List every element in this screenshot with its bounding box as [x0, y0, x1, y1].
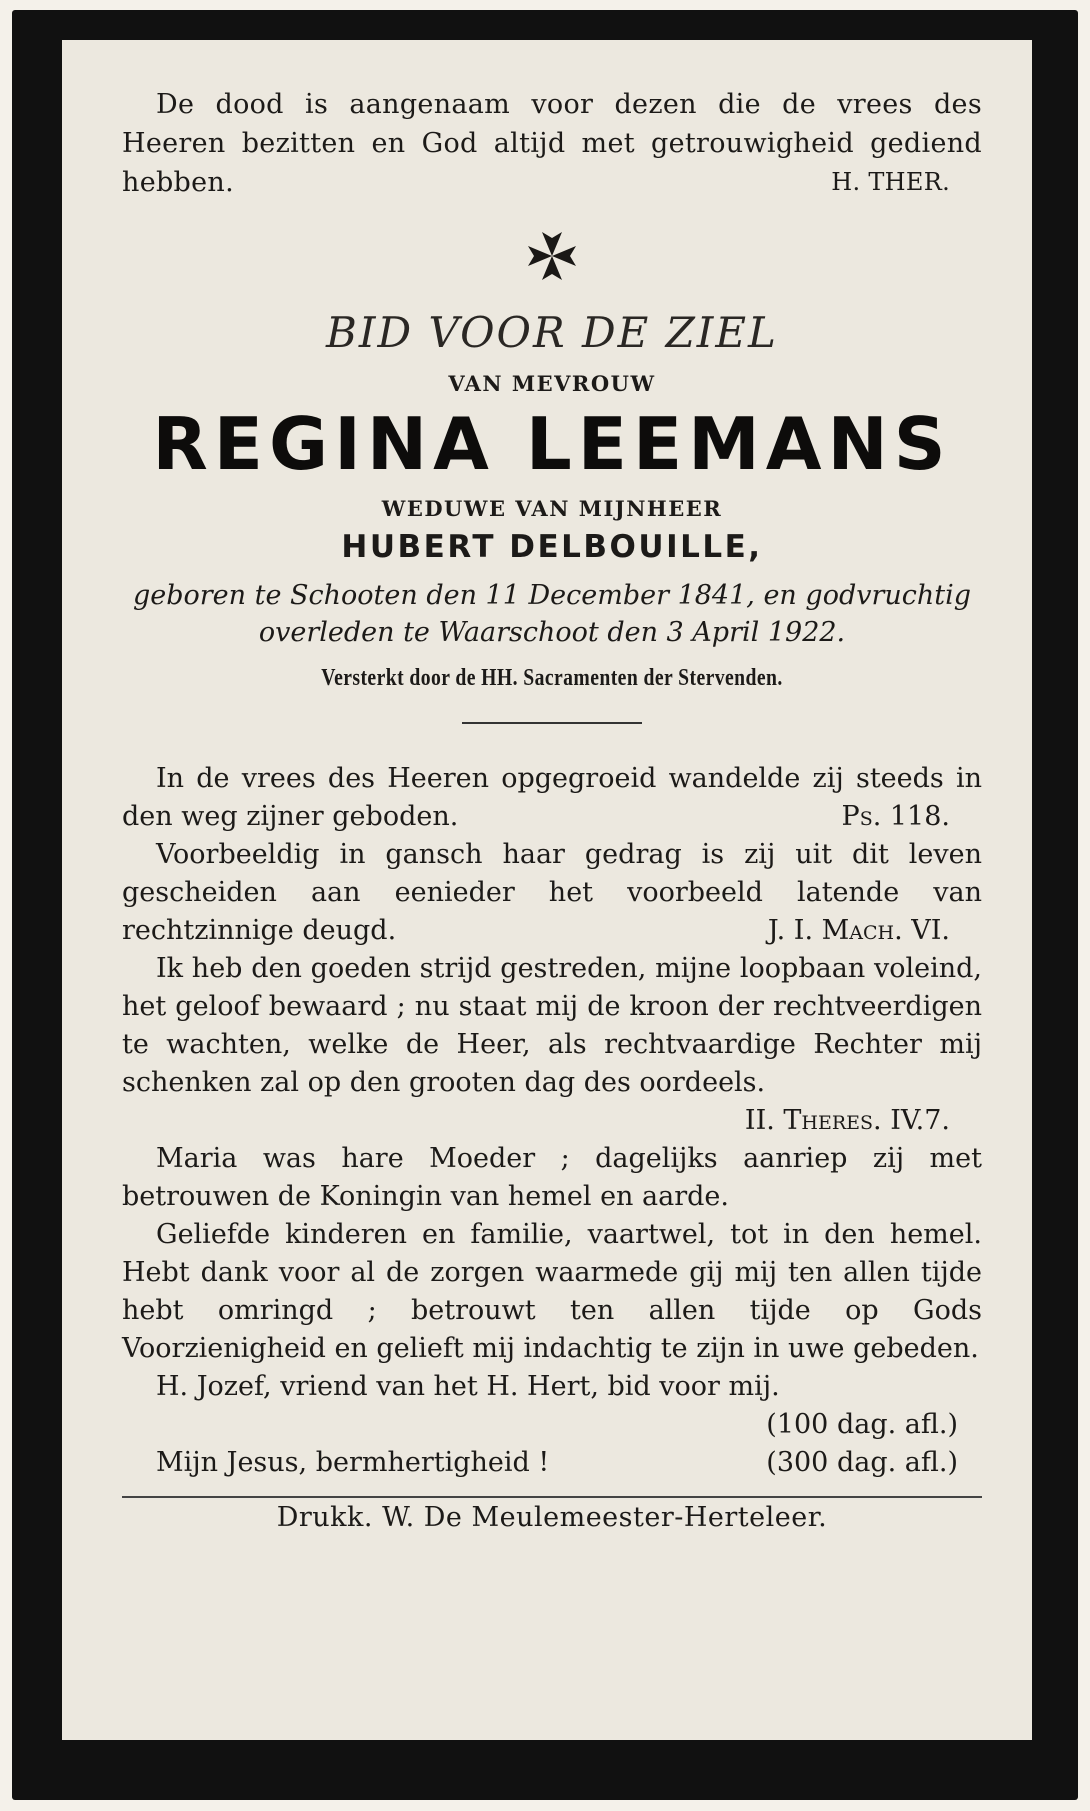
epigraph — [122, 85, 982, 202]
paragraph-2-ref: J. I. Mach. VI. — [767, 915, 950, 946]
van-mevrouw: VAN MEVROUW — [448, 371, 656, 396]
prayer-2-row — [122, 1444, 982, 1482]
paragraph-5-text: Geliefde kinderen en familie, vaartwel, tot in den hemel. Hebt dank voor al de zorgen waarmede gij mij ten allen tijde hebt omringd ; betrouwt ten allen tijde op Gods Voorzienigheid en gelieft mij indachtig te zijn in uwe gebeden. — [122, 1219, 982, 1364]
deceased-name: REGINA LEEMANS — [152, 402, 952, 486]
divider-short — [462, 722, 642, 724]
prayer-2: Mijn Jesus, bermhertigheid ! — [156, 1447, 550, 1478]
memorial-card-border — [12, 10, 1078, 1800]
memorial-card-paper — [62, 40, 1032, 1740]
sacraments-line: Versterkt door de HH. Sacramenten der Stervenden. — [321, 665, 783, 691]
paragraph-3 — [122, 950, 982, 1102]
paragraph-1-text: In de vrees des Heeren opgegroeid wandelde zij steeds in den weg zijner geboden. — [122, 763, 982, 832]
prayer-1: H. Jozef, vriend van het H. Hert, bid voor mij. — [156, 1371, 780, 1402]
paragraph-3-ref: II. Theres. IV.7. — [744, 1105, 950, 1136]
card-content — [122, 85, 982, 1533]
epigraph-source: H. THER. — [831, 168, 950, 196]
paragraph-4-text: Maria was hare Moeder ; dagelijks aanriep zij met betrouwen de Koningin van hemel en aarde. — [122, 1143, 982, 1212]
paragraph-2-text: Voorbeeldig in gansch haar gedrag is zij uit dit leven gescheiden aan eenieder het voorbeeld latende van rechtzinnige deugd. — [122, 839, 982, 946]
paragraph-3-text: Ik heb den goeden strijd gestreden, mijne loopbaan voleind, het geloof bewaard ; nu staat mij de kroon der rechtveerdigen te wachten, welke de Heer, als rechtvaardige Rechter mij schenken zal op den grooten dag des oordeels. — [122, 953, 982, 1098]
pray-heading: BID VOOR DE ZIEL — [326, 308, 778, 357]
paragraph-4 — [122, 1140, 982, 1216]
maltese-cross-icon — [524, 228, 580, 284]
divider-long — [122, 1496, 982, 1498]
epigraph-text: De dood is aangenaam voor dezen die de vrees des Heeren bezitten en God altijd met getrouwigheid gediend hebben. — [122, 89, 982, 198]
paragraph-2 — [122, 836, 982, 950]
paragraph-5 — [122, 1216, 982, 1368]
birth-death-line: geboren te Schooten den 11 December 1841, en godvruchtig overleden te Waarschoot den 3 April 1922. — [132, 580, 972, 648]
body-text — [122, 760, 982, 1482]
printer-credit: Drukk. W. De Meulemeester-Herteleer. — [276, 1502, 828, 1533]
indulgence-2: (300 dag. afl.) — [766, 1447, 958, 1478]
indulgence-1: (100 dag. afl.) — [766, 1409, 958, 1440]
paragraph-1-ref: Ps. 118. — [841, 801, 950, 832]
paragraph-1 — [122, 760, 982, 836]
husband-name: HUBERT DELBOUILLE, — [341, 529, 763, 565]
widow-line: WEDUWE VAN MIJNHEER — [381, 496, 723, 521]
